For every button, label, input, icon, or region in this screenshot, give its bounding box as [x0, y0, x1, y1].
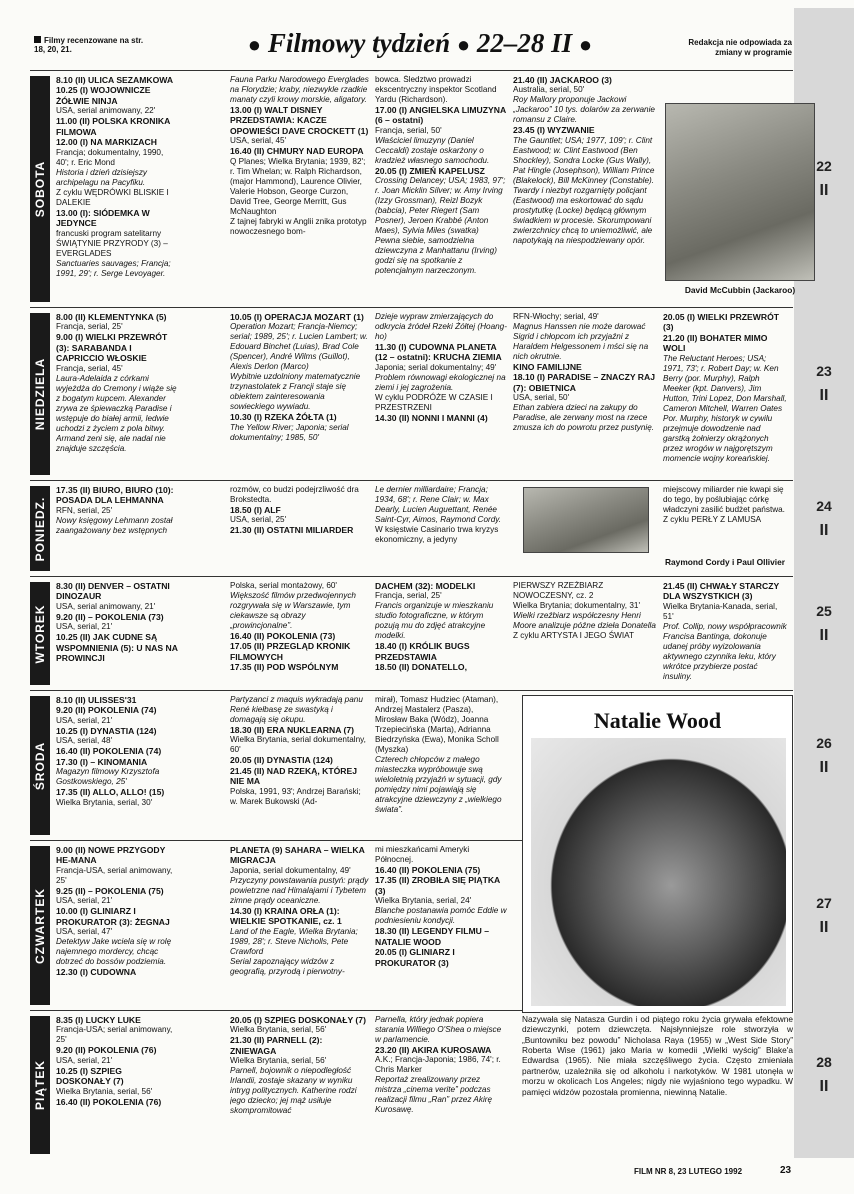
listing-line: Francja-USA; serial animowany, 25' [56, 1025, 173, 1045]
listing-line: Z cyklu PERŁY Z LAMUSA [663, 515, 762, 524]
listing-line: Polska, serial montażowy, 60' [230, 581, 337, 590]
listing-line: Wielka Brytania, serial, 24' [375, 896, 472, 906]
listing-line: USA, serial, 21' [56, 715, 113, 725]
listing-column [375, 312, 507, 478]
listing-line: Francja-USA, serial animowany, 25' [56, 865, 173, 885]
listing-line: 13.00 (I): SIÓDEMKA W JEDYNCE [56, 207, 150, 229]
listing-line: 17.35 (II) ALLO, ALLO! (15) [56, 787, 165, 798]
listing-line: The Yellow River; Japonia; serial dokumentalny; 1985, 50' [230, 422, 349, 442]
listing-line: RFN-Włochy; serial, 49' [513, 312, 599, 321]
listing-line: Wielka Brytania, serial, 56' [230, 1056, 327, 1066]
listing-column [56, 485, 178, 574]
natalie-wood-photo [531, 738, 786, 1006]
listing-line: W cyklu PODRÓŻE W CZASIE I PRZESTRZENI [375, 392, 493, 412]
day-row-0 [30, 70, 796, 306]
day-label [30, 313, 50, 475]
listing-line: Wielka Brytania, serial, 56' [56, 1086, 153, 1096]
listing-line: 9.20 (II) POKOLENIA (76) [56, 1045, 157, 1056]
listing-line: 17.35 (II) BIURO, BIURO (10): POSADA DLA LEHMANNA [56, 485, 174, 506]
listing-line: USA, serial animowany, 21' [56, 601, 156, 611]
listing-column [375, 581, 507, 688]
listing-line: 10.05 (I) OPERACJA MOZART (1) [230, 312, 364, 322]
listing-line: Czterech chłopców z małego miasteczka wypróbowuje swą wieloletnią przyjaźń w sytuacji, gdy pomiędzy nimi pojawiają się atrakcyjne dziewczyny z „wielkiego świata”. [375, 755, 502, 814]
listing-line: 13.00 (I) WALT DISNEY PRZEDSTAWIA: KACZE OPOWIEŚCI DAVE CROCKETT (1) [230, 105, 369, 136]
listing-line: 17.35 (II) POD WSPÓLNYM [230, 662, 339, 673]
listing-line: Reportaż zrealizowany przez mistrza „cinema verite” podczas realizacji filmu „Ran” przez Akirę Kurosawę. [375, 1075, 493, 1115]
listing-line: Większość filmów przedwojennych rozgrywała się w Warszawie, tym ciekawsze są obrazy „prowincjonalne”. [230, 591, 356, 630]
listing-line: miejscowy miliarder nie kwapi się do tego, by poślubiając córkę władczyni zasilić budżet państwa. [663, 485, 785, 514]
listing-line: Parnell, bojownik o niepodległość Irlandii, zostaje skazany w wyniku intryg politycznych. Katherine rodzi jego dziecko; jej mąż usiłuje skompromitować [230, 1066, 357, 1116]
listing-line: Fauna Parku Narodowego Everglades na Florydzie; kraby, niezwykle rzadkie manaty czyli krowy morskie, aligatory. [230, 75, 369, 104]
listing-line: Wybitnie uzdolniony matematycznie trzynastolatek z Francji staje się obiektem zainteresowania sowieckiego wywiadu. [230, 372, 361, 412]
day-label-text: ŚRODA [33, 741, 47, 790]
day-label-text: PONIEDZ. [33, 496, 47, 561]
listing-line: 18.30 (II) LEGENDY FILMU – NATALIE WOOD [375, 926, 489, 947]
listing-line: 8.35 (I) LUCKY LUKE [56, 1015, 141, 1025]
listing-column [375, 1015, 507, 1157]
month-roman: II [819, 182, 829, 199]
reviewed-films-note: Filmy recenzowane na str. 18, 20, 21. [34, 36, 144, 55]
listing-column [230, 75, 369, 305]
listing-line: 10.00 (I) GLINIARZ I PROKURATOR (3): ŻEGNAJ [56, 906, 170, 927]
listing-column [230, 695, 369, 838]
listing-line: 17.30 (I) – KINOMANIA [56, 756, 148, 767]
day-number: 24 II [802, 498, 846, 540]
listing-line: 18.30 (II) ERA NUKLEARNA (7) [230, 725, 354, 735]
listing-line: mirał), Tomasz Hudziec (Ataman), Andrzej Mastalerz (Pasza), Mirosław Baka (Wódz), Joanna Trzepiecińska (Marta), Adrianna Biedrzyńska (Ewa), Monika Scholl (Myszka) [375, 695, 499, 754]
listing-line: Francja, serial, 25' [375, 591, 442, 601]
listing-line: 21.45 (II) NAD RZEKĄ, KTÓREJ NIE MA [230, 765, 358, 787]
listing-line: 11.00 (II) POLSKA KRONIKA FILMOWA [56, 116, 170, 137]
listing-line: mi mieszkańcami Ameryki Północnej. [375, 845, 470, 864]
listing-line: 9.25 (II) – POKOLENIA (75) [56, 885, 164, 896]
listing-column [663, 312, 787, 478]
listing-column [56, 695, 178, 838]
listing-line: Crossing Delancey; USA; 1983, 97'; r. Joan Micklin Silver; w. Amy Irving (Izzy Grossman), Reizl Bozyk (babcia), Peter Riegert (Sam Posner), Jeroen Krabbé (Anton Maes), Sylvia Miles (swatka) [375, 176, 506, 236]
day-label-text: SOBOTA [33, 160, 47, 218]
listing-line: 21.45 (II) CHWAŁY STARCZY DLA WSZYSTKICH (3) [663, 581, 780, 602]
listing-line: Magnus Hanssen nie może darować Sigrid i chłopcom ich przyjaźni z Haraldem Helgessonem i mści się na nich okrutnie. [513, 322, 649, 361]
listing-line: 18.50 (I) ALF [230, 505, 281, 515]
listing-column [375, 485, 507, 574]
listing-line: 10.25 (I) SZPIEG DOSKONAŁY (7) [56, 1065, 124, 1087]
listing-line: Wielka Brytania; dokumentalny, 31' [513, 601, 641, 610]
listing-line: 18.10 (I) PARADISE – ZNACZY RAJ (7): OBIETNICA [513, 372, 655, 393]
listing-column [513, 312, 657, 478]
day-number: 28 II [802, 1054, 846, 1096]
listing-line: Australia, serial, 50' [513, 85, 585, 95]
listing-line: Prof. Collip, nowy współpracownik Francisa Bantinga, dokonuje udanej próby wyizolowania aktywnego czynnika leku, który wkrótce przybierze postać insuliny. [663, 621, 787, 681]
page-title: ● Filmowy tydzień ● 22–28 II ● [247, 28, 593, 58]
listing-line: 21.40 (II) JACKAROO (3) [513, 75, 612, 85]
listing-line: 18.40 (I) KRÓLIK BUGS PRZEDSTAWIA [375, 641, 470, 662]
listing-column [230, 1015, 369, 1157]
listing-column [375, 695, 507, 838]
listing-line: 10.25 (I) DYNASTIA (124) [56, 725, 157, 736]
listing-line: 9.20 (II) – POKOLENIA (73) [56, 611, 164, 622]
listing-line: USA, serial, 25' [230, 515, 287, 525]
listing-line: 17.00 (I) ANGIELSKA LIMUZYNA (6 – ostatni) [375, 105, 506, 126]
listing-column [56, 1015, 178, 1157]
listing-line: Francja, serial, 50' [375, 125, 442, 135]
listing-column [375, 845, 507, 1008]
listing-line: Operation Mozart; Francja-Niemcy; serial; 1989, 25'; r. Lucien Lambert; w. Edouard Binchet (Luias), Brad Cole (Spencer), André Wilms (Guillot), Alexis Derlon (Marco) [230, 322, 368, 372]
listing-column [56, 845, 178, 1008]
natalie-wood-title: Natalie Wood [593, 708, 722, 733]
listing-line: Z cyklu ARTYSTA I JEGO ŚWIAT [513, 631, 635, 640]
month-roman: II [819, 1078, 829, 1095]
listing-column [375, 75, 507, 305]
listing-column [513, 75, 657, 305]
listing-column [56, 75, 178, 305]
listing-line: Q Planes; Wielka Brytania; 1939, 82'; r. Tim Whelan; w. Ralph Richardson, (major Hammond), Laurence Olivier, Valerie Hobson, George Curzon, David Tree, George Merritt, Gus McNaughton [230, 156, 366, 216]
listing-line: Twardy i niezbyt rozgarnięty policjant (Eastwood) ma eskortować do sądu prostytutkę (Locke) będącą głównym świadkiem w procesie. Skorumpowani zwierzchnicy chcą to uniemożliwić, ale napotykają na niespodziewany opór. [513, 185, 653, 245]
listing-line: Francis organizuje w mieszkaniu studio fotograficzne, w którym pozują mu do zdjęć atrakcyjne modelki. [375, 601, 494, 641]
day-label-text: NIEDZIELA [33, 357, 47, 431]
listing-line: 18.50 (II) DONATELLO, [375, 662, 467, 673]
listing-line: Land of the Eagle, Wielka Brytania; 1989, 28'; r. Steve Nicholls, Pete Crawford [230, 926, 358, 956]
listing-line: USA, serial, 50' [513, 393, 570, 403]
listing-column [230, 581, 369, 688]
listing-line: francuski program satelitarny ŚWIĄTYNIE PRZYRODY (3) – EVERGLADES [56, 228, 168, 258]
listing-line: Ethan zabiera dzieci na zakupy do Paradise, ale zerwany most na rzece zmusza ich do powrotu przez pustynię. [513, 403, 655, 433]
month-roman: II [819, 626, 829, 644]
listing-line: 8.00 (II) KLEMENTYNKA (5) [56, 312, 167, 322]
listing-line: Z cyklu WĘDRÓWKI BLISKIE I DALEKIE [56, 187, 169, 207]
issue-footer: FILM NR 8, 23 LUTEGO 1992 [634, 1167, 743, 1176]
listing-line: Wielka Brytania, serial dokumentalny, 60' [230, 735, 366, 755]
day-number: 23 II [802, 363, 846, 405]
listing-line: USA, serial, 21' [56, 1055, 113, 1065]
month-roman: II [819, 918, 829, 936]
listing-line: 16.40 (II) CHMURY NAD EUROPA [230, 146, 364, 157]
listing-line: Wielka Brytania, serial, 56' [230, 1025, 327, 1035]
listing-line: 10.30 (I) RZEKA ŻÓŁTA (1) [230, 412, 337, 423]
listing-line: Partyzanci z maquis wykradają panu René kiełbasę ze swastyką i domagają się okupu. [230, 695, 363, 724]
listing-line: 10.25 (II) JAK CUDNE SĄ WSPOMNIENIA (5): U NAS NA PROWINCJI [56, 632, 178, 664]
listing-line: The Reluctant Heroes; USA; 1971, 73'; r. Robert Day; w. Ken Berry (por. Murphy), Ralph Meeker (kpt. Danvers), Jim Hutton, Trini Lopez, Don Marshall, Cameron Mitchell, Warren Oates [663, 353, 787, 413]
listing-line: Serial zapoznający widzów z geografią, przyrodą i pierwotny- [230, 956, 345, 976]
day-label-text: PIĄTEK [33, 1059, 47, 1111]
natalie-wood-text: Nazywała się Natasza Gurdin i od piątego roku życia grywała efektowne dziewczynki, potem dziewczęta. Najsłynniejsze role stworzyła w „Buntowniku bez powodu” Nicholasa Raya (1955) w „West Side Story” Roberta Wise (1961) jako Maria w komedii „Wielki wyścig” Blake'a Edwardsa (1965). Nie miała szczęśliwego życia. Często zmieniała partnerów, uzależniła się od alkoholu i narkotyków. W 1981 utonęła w morzu w okolicach Los Angeles; nigdy nie wyjaśniono tego wypadku. W pamięci widzów pozostała promienna, niewinną Natalie. [522, 1014, 793, 1097]
listing-line: KINO FAMILIJNE [513, 362, 582, 372]
listing-line: 14.30 (II) NONNI I MANNI (4) [375, 412, 488, 423]
day-number: 26 II [802, 735, 846, 777]
listing-line: 9.00 (I) WIELKI PRZEWRÓT (3): SARABANDA I CAPRICCIO WŁOSKIE [56, 332, 168, 364]
listing-line: PLANETA (9) SAHARA – WIELKA MIGRACJA [230, 845, 365, 866]
listing-line: rozmów, co budzi podejrzliwość dra Brokstedta. [230, 485, 359, 504]
listing-line: USA, serial animowany, 22' [56, 106, 156, 116]
listing-line: DACHEM (32): MODELKI [375, 581, 476, 591]
day-row-1 [30, 307, 793, 479]
month-roman: II [819, 758, 829, 776]
listing-line: Roy Mallory proponuje Jackowi „Jackaroo” 10 tys. dolarów za zerwanie romansu z Claire. [513, 95, 655, 125]
listing-line: Sanctuaries sauvages; Francja; 1991, 29'; r. Serge Levoyager. [56, 258, 171, 278]
listing-line: 10.25 (I) WOJOWNICZE ŻÓŁWIE NINJA [56, 85, 151, 106]
day-number: 22 II [802, 158, 846, 200]
listing-line: Magazyn filmowy Krzysztofa Gostkowskiego, 25' [56, 767, 160, 787]
listing-line: USA, serial, 21' [56, 896, 113, 906]
listing-line: Japonia; serial dokumentalny; 49' [375, 362, 497, 372]
listing-line: Blanche postanawia pomóc Eddie w podniesieniu kondycji. [375, 906, 507, 926]
listing-line: 8.10 (II) ULICA SEZAMKOWA [56, 75, 174, 85]
listing-line: 21.20 (II) BOHATER MIMO WOLI [663, 332, 768, 354]
listing-line: Detektyw Jake wciela się w rolę najemnego mordercy, chcąc dotrzeć do bossów podziemia. [56, 937, 172, 967]
listing-line: 8.10 (II) ULISSES'31 [56, 695, 137, 705]
day-label [30, 1016, 50, 1154]
listing-line: Laura-Adelaida z córkami wyjeżdża do Cremony i wiąże się z bogatym kupcem. Alexander zrywa ze śpiewaczką Paradise i wstępuje do białej armii, ledwie uchodzi z życiem z pola bitwy. Armand zeni się, ale nadal nie znajduje szczęścia. [56, 373, 177, 453]
listing-line: 23.20 (II) AKIRA KUROSAWA [375, 1045, 492, 1055]
day-label-text: WTOREK [33, 603, 47, 664]
listing-line: PIERWSZY RZEŹBIARZ NOWOCZESNY, cz. 2 [513, 581, 604, 600]
listing-line: Historia i dzień dzisiejszy archipelagu na Pacyfiku. [56, 167, 148, 187]
listing-line: bowca. Śledztwo prowadzi ekscentryczny inspektor Scotland Yardu (Richardson). [375, 75, 497, 104]
listing-line: 21.30 (II) PARNELL (2): ZNIEWAGA [230, 1035, 323, 1056]
listing-line: 8.30 (II) DENVER – OSTATNI DINOZAUR [56, 581, 170, 602]
listing-line: Wielki rzeźbiarz współczesny Henri Moore analizuje późne dzieła Donatella [513, 611, 656, 630]
day-number: 27 II [802, 895, 846, 937]
listing-line: 20.05 (I) SZPIEG DOSKONAŁY (7) [230, 1015, 366, 1025]
page-number: 23 [780, 1165, 792, 1176]
listing-line: 16.40 (II) POKOLENIA (73) [230, 631, 336, 641]
listing-line: The Gauntlet; USA; 1977, 109'; r. Clint Eastwood; w. Clint Eastwood (Ben Shockley), Sondra Locke (Gus Wally), Pat Hingle (Josephson), William Prince (Blakelock), Bill McKinney (Constable). [513, 135, 655, 185]
listing-line: Właściciel limuzyny (Daniel Ceccaldi) zostaje oskarżony o kradzież własnego samochodu. [375, 135, 490, 165]
listing-line: Przyczyny powstawania pustyń: prądy powietrzne nad Himalajami i Tybetem zimne prądy oceaniczne. [230, 875, 369, 905]
listing-line: 14.30 (I) KRAINA ORŁA (1): WIELKIE SPOTKANIE, cz. 1 [230, 905, 342, 927]
listing-line: 20.05 (II) DYNASTIA (124) [230, 755, 333, 766]
listing-line: 20.05 (I) ZMIEŃ KAPELUSZ [375, 165, 485, 176]
listing-line: Dzieje wypraw zmierzających do odkrycia źródeł Rzeki Żółtej (Hoang-ho) [375, 312, 507, 341]
listing-line: 17.05 (II) PRZEGLĄD KRONIK FILMOWYCH [230, 641, 351, 662]
listing-line: Francja; dokumentalny, 1990, 40'; r. Eric Mond [56, 147, 164, 167]
day-label [30, 582, 50, 685]
listing-line: Le dernier milliardaire; Francja; 1934, 68'; r. Rene Clair; w. Max Dearly, Lucien Auguettant, Renée Saint-Cyr, Aimos, Raymond Cordy. [375, 485, 502, 524]
listing-column [230, 485, 369, 574]
listing-line: Wielka Brytania-Kanada, serial, 51' [663, 601, 778, 621]
listing-line: 23.45 (I) WYZWANIE [513, 125, 595, 136]
day-label-text: CZWARTEK [33, 887, 47, 964]
listing-line: Pewna siebie, samodzielna dziewczyna z Manhattanu (Irving) godzi się na spotkanie z potencjalnym narzeczonym. [375, 236, 497, 276]
listing-column [663, 581, 787, 688]
listing-line: USA, serial, 47' [56, 927, 113, 937]
disclaimer-note: Redakcja nie odpowiada za zmiany w programie [688, 38, 792, 57]
jackaroo-photo [665, 103, 815, 281]
month-roman: II [819, 521, 829, 539]
listing-line: USA, serial, 21' [56, 622, 113, 632]
day-row-3 [30, 576, 793, 689]
listing-line: 12.30 (I) CUDOWNA [56, 967, 137, 978]
day-label [30, 76, 50, 302]
day-label [30, 696, 50, 835]
listing-column [56, 581, 178, 688]
listing-line: Francja, serial, 45' [56, 363, 123, 373]
month-roman: II [819, 387, 829, 404]
listing-line: Francja, serial, 25' [56, 322, 123, 332]
bullet-square-icon [34, 36, 41, 43]
listing-line: Wielka Brytania, serial, 30' [56, 797, 153, 807]
listing-line: Z tajnej fabryki w Anglii znika prototyp nowoczesnego bom- [230, 216, 367, 236]
listing-line: 16.40 (II) POKOLENIA (75) [375, 865, 481, 875]
listing-column [230, 312, 369, 478]
listing-line: 17.35 (II) ZROBIŁA SIĘ PIĄTKA (3) [375, 875, 500, 896]
listing-column [56, 312, 178, 478]
listing-line: A.K.; Francja-Japonia; 1986, 74'; r. Chris Marker [375, 1055, 501, 1075]
milliarder-photo [523, 487, 649, 553]
listing-line: 16.40 (II) POKOLENIA (76) [56, 1096, 162, 1107]
listing-line: Japonia, serial dokumentalny, 49' [230, 865, 351, 875]
listing-line: 16.40 (II) POKOLENIA (74) [56, 746, 162, 757]
listing-line: W księstwie Casinario trwa kryzys ekonomiczny, a jedyny [375, 525, 499, 544]
listing-line: 20.05 (I) WIELKI PRZEWRÓT (3) [663, 312, 780, 333]
day-row-2 [30, 480, 793, 575]
natalie-wood-box [522, 695, 793, 1013]
listing-column [513, 581, 657, 688]
listing-line: 9.20 (II) POKOLENIA (74) [56, 705, 157, 716]
listing-line: 21.30 (II) OSTATNI MILIARDER [230, 525, 354, 536]
listing-line: USA, serial, 45' [230, 136, 287, 146]
listing-line: RFN, serial, 25' [56, 505, 113, 515]
day-label [30, 486, 50, 571]
listing-line: Problem równowagi ekologicznej na ziemi i jej zagrożenia. [375, 372, 506, 392]
listing-line: USA, serial, 48' [56, 736, 113, 746]
day-number: 25 II [802, 603, 846, 645]
listing-line: Por. Murphy, historyk w cywilu przejmuje dowodzenie nad garstką żołnierzy okrążonych przez wrogów w najgorętszym momencie wojny koreańskiej. [663, 413, 773, 463]
photo-caption: Raymond Cordy i Paul Ollivier [664, 557, 786, 567]
listing-column [230, 845, 369, 1008]
listing-line: Polska, 1991, 93'; Andrzej Barański; w. Marek Bukowski (Ad- [230, 786, 361, 806]
listing-line: 11.30 (I) CUDOWNA PLANETA (12 – ostatni): KRUCHA ZIEMIA [375, 342, 502, 363]
photo-caption: David McCubbin (Jackaroo) [684, 285, 796, 295]
listing-line: Parnella, który jednak popiera starania Williego O'Shea o miejsce w parlamencie. [375, 1015, 502, 1044]
listing-line: 9.00 (II) NOWE PRZYGODY HE-MANA [56, 845, 166, 866]
listing-line: 12.00 (I) NA MARKIZACH [56, 137, 157, 148]
listing-line: 20.05 (I) GLINIARZ I PROKURATOR (3) [375, 947, 455, 968]
day-label [30, 846, 50, 1005]
listing-line: Nowy księgowy Lehmann został zaangażowany bez wstępnych [56, 515, 173, 535]
